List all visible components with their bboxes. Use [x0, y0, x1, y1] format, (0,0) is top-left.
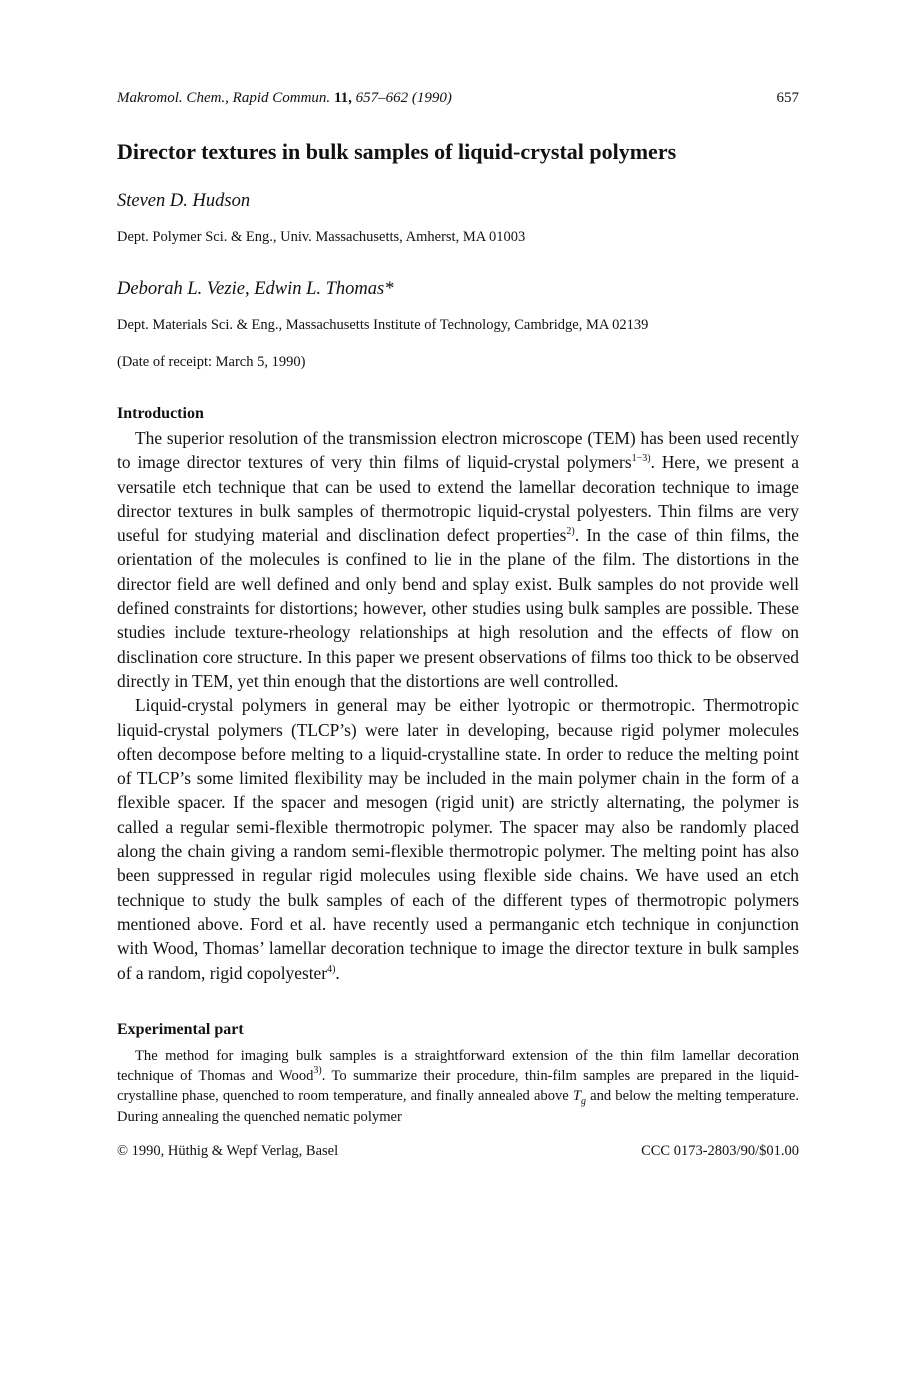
tg-subscript: g	[581, 1096, 587, 1108]
ccc-code: CCC 0173-2803/90/$01.00	[641, 1143, 799, 1160]
date-of-receipt: (Date of receipt: March 5, 1990)	[117, 354, 306, 370]
citation-ref: 2)	[566, 526, 575, 538]
citation-ref: 4)	[327, 963, 336, 975]
page-footer	[117, 1141, 799, 1161]
section-heading-introduction: Introduction	[117, 405, 204, 422]
copyright-notice: © 1990, Hüthig & Wepf Verlag, Basel	[117, 1143, 339, 1160]
exp-p1-text-b: . To summarize their procedure, thin-film samples are prepared in the liquid-crystalline phase, quenched to room temperature, and finally annealed above	[117, 1068, 799, 1105]
section-heading-experimental: Experimental part	[117, 1020, 244, 1038]
tg-symbol	[572, 1088, 587, 1108]
intro-p2-text-b: .	[335, 962, 340, 983]
experimental-paragraph-1	[117, 1046, 799, 1127]
running-head	[117, 88, 799, 108]
journal-citation	[117, 88, 452, 108]
citation-ref: 1−3)	[631, 453, 651, 465]
introduction-body	[117, 426, 799, 985]
journal-page	[117, 88, 799, 1161]
page-number: 657	[776, 90, 799, 106]
author-first: Steven D. Hudson	[117, 191, 251, 211]
journal-volume: 11,	[333, 90, 352, 106]
article-title: Director textures in bulk samples of liquid-crystal polymers	[117, 139, 677, 164]
intro-p1-text-a: The superior resolution of the transmission electron microscope (TEM) has been used recently to image director textures of very thin films of liquid-crystal polymers	[117, 428, 799, 473]
introduction-paragraph-1	[117, 426, 799, 693]
intro-p1-text-b: . Here, we present a versatile etch technique that can be used to extend the lamellar decoration technique to image director textures in bulk samples of thermotropic liquid-crystal polyesters. Thin films are very useful for studying material and disclination defect properties	[117, 452, 800, 546]
tg-letter: T	[572, 1088, 582, 1105]
citation-ref: 3)	[313, 1065, 322, 1077]
journal-pages: 657–662 (1990)	[355, 90, 452, 106]
introduction-paragraph-2	[117, 693, 799, 985]
intro-p1-text-c: . In the case of thin films, the orientation of the molecules is confined to lie in the plane of the film. The distortions in the director field are well defined and only bend and splay exist. Bulk samples do not provide well defined constraints for distortions; however, other studies using bulk samples are possible. These studies include texture-rheology relationships at high resolution and the effects of flow on disclination core structure. In this paper we present observations of films too thick to be observed directly in TEM, yet thin enough that the distortions are well controlled.	[117, 525, 799, 691]
exp-p1-text-a: The method for imaging bulk samples is a straightforward extension of the thin film lamellar decoration technique of Thomas and Wood	[117, 1047, 799, 1085]
exp-p1-text-c: and below the melting temperature. During annealing the quenched nematic polymer	[117, 1088, 800, 1125]
intro-p2-text-a: Liquid-crystal polymers in general may be either lyotropic or thermotropic. Thermotropic liquid-crystal polymers (TLCP’s) were later in developing, because rigid polymer molecules often decompose before melting to a liquid-crystalline state. In order to reduce the melting point of TLCP’s some limited flexibility may be included in the main polymer chain in the form of a flexible spacer. If the spacer and mesogen (rigid unit) are strictly alternating, the polymer is called a regular semi-flexible thermotropic polymer. The spacer may also be randomly placed along the chain giving a random semi-flexible thermotropic polymer. The melting point has also been suppressed in regular rigid molecules using flexible side chains. We have used an etch technique to study the bulk samples of each of the different types of thermotropic polymers mentioned above. Ford et al. have recently used a permanganic etch technique in conjunction with Wood, Thomas’ lamellar decoration technique to image the director texture in bulk samples of a random, rigid copolyester	[117, 695, 799, 983]
journal-name: Makromol. Chem., Rapid Commun.	[117, 90, 331, 106]
experimental-body	[117, 1046, 799, 1127]
affiliation-second: Dept. Materials Sci. & Eng., Massachusetts Institute of Technology, Cambridge, MA 02139	[117, 317, 649, 333]
affiliation-first: Dept. Polymer Sci. & Eng., Univ. Massachusetts, Amherst, MA 01003	[117, 229, 526, 245]
author-second: Deborah L. Vezie, Edwin L. Thomas*	[117, 279, 394, 299]
